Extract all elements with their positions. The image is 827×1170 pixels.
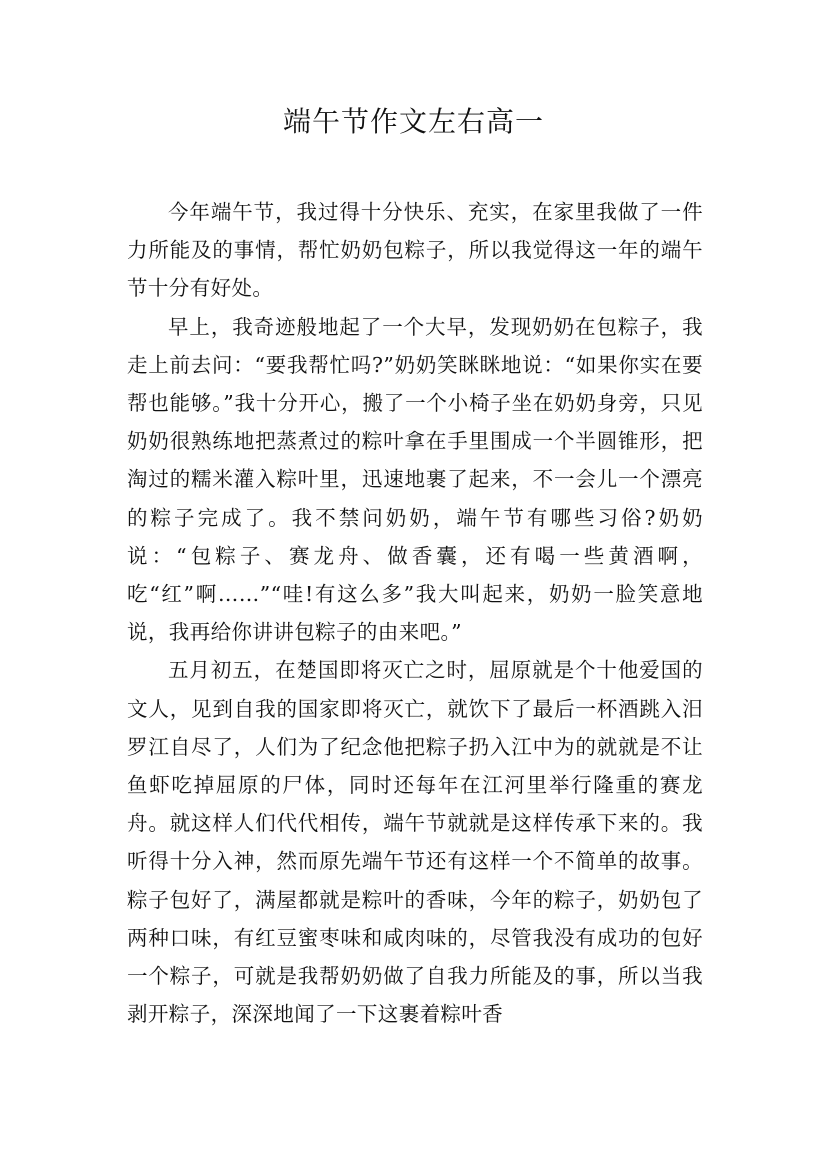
paragraph-2: 早上，我奇迹般地起了一个大早，发现奶奶在包粽子，我走上前去问：“要我帮忙吗?”奶奶笑眯眯地说：“如果你实在要帮也能够。”我十分开心，搬了一个小椅子坐在奶奶身旁，只见奶奶很熟练地把蒸煮过的粽叶拿在手里围成一个半圆锥形，把淘过的糯米灌入粽叶里，迅速地裹了起来，不一会儿一个漂亮的粽子完成了。我不禁问奶奶，端午节有哪些习俗?奶奶说：“包粽子、赛龙舟、做香囊，还有喝一些黄酒啊，吃“红”啊……”“哇!有这么多”我大叫起来，奶奶一脸笑意地说，我再给你讲讲包粽子的由来吧。” (127, 314, 703, 645)
document-body (127, 193, 703, 1033)
paragraph-3: 五月初五，在楚国即将灭亡之时，屈原就是个十他爱国的文人，见到自我的国家即将灭亡，就饮下了最后一杯酒跳入汨罗江自尽了，人们为了纪念他把粽子扔入江中为的就就是不让鱼虾吃掉屈原的尸体，同时还每年在江河里举行隆重的赛龙舟。就这样人们代代相传，端午节就就是这样传承下来的。我听得十分入神，然而原先端午节还有这样一个不简单的故事。粽子包好了，满屋都就是粽叶的香味，今年的粽子，奶奶包了两种口味，有红豆蜜枣味和咸肉味的，尽管我没有成功的包好一个粽子，可就是我帮奶奶做了自我力所能及的事，所以当我剥开粽子，深深地闻了一下这裹着粽叶香 (127, 658, 703, 1027)
paragraph-1: 今年端午节，我过得十分快乐、充实，在家里我做了一件力所能及的事情，帮忙奶奶包粽子，所以我觉得这一年的端午节十分有好处。 (127, 200, 703, 301)
document-title: 端午节作文左右高一 (282, 105, 544, 138)
